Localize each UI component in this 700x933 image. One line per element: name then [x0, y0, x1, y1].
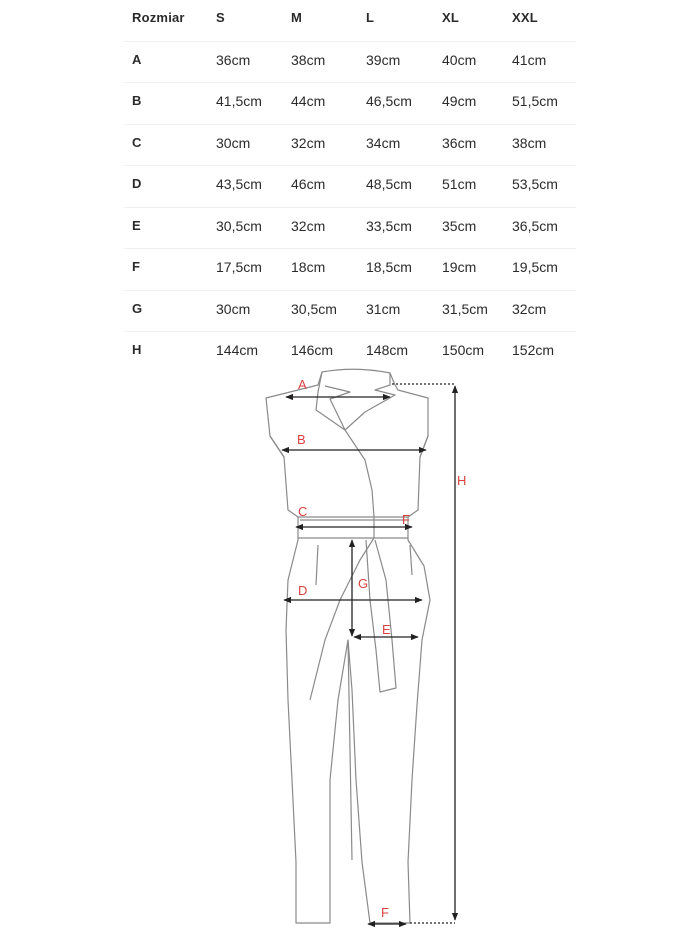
header-size-s: S	[216, 10, 225, 25]
header-size-l: L	[366, 10, 375, 25]
table-cell: 17,5cm	[216, 259, 262, 275]
table-cell: 19cm	[442, 259, 477, 275]
size-table	[124, 0, 576, 373]
table-cell: 30,5cm	[291, 300, 337, 317]
table-cell: 46,5cm	[366, 93, 412, 109]
measurement-arrows	[282, 386, 455, 924]
jumpsuit-measurement-diagram	[0, 350, 700, 933]
table-row	[124, 83, 576, 125]
label-d: D	[298, 583, 308, 598]
table-row	[124, 125, 576, 167]
table-cell: 51,5cm	[512, 93, 558, 109]
guide-lines	[392, 384, 455, 923]
row-label: D	[132, 176, 142, 191]
table-row	[124, 249, 576, 291]
table-cell: 53,5cm	[512, 176, 558, 192]
table-cell: 41cm	[512, 51, 547, 68]
table-cell: 36cm	[442, 134, 477, 151]
table-cell: 36cm	[216, 51, 251, 68]
table-cell: 36,5cm	[512, 217, 558, 234]
table-cell: 31cm	[366, 300, 401, 317]
label-f-bottom: F	[381, 905, 389, 920]
table-cell: 44cm	[291, 93, 326, 109]
table-cell: 148cm	[366, 342, 409, 358]
table-cell: 35cm	[442, 217, 477, 234]
table-cell: 40cm	[442, 51, 477, 68]
jumpsuit-outline	[266, 369, 430, 923]
table-cell: 41,5cm	[216, 93, 262, 109]
table-cell: 51cm	[442, 176, 477, 192]
table-cell: 152cm	[512, 342, 555, 358]
label-f-waist: F	[402, 512, 410, 527]
table-cell: 150cm	[442, 342, 485, 358]
label-b: B	[297, 432, 306, 447]
header-size-xl: XL	[442, 10, 460, 25]
label-g: G	[358, 576, 369, 591]
table-cell: 30cm	[216, 300, 251, 317]
table-cell: 30cm	[216, 134, 251, 151]
header-rozmiar: Rozmiar	[132, 10, 185, 25]
table-cell: 34cm	[366, 134, 401, 151]
row-label: E	[132, 217, 141, 233]
table-cell: 32cm	[291, 217, 326, 234]
table-cell: 18cm	[291, 259, 326, 275]
row-label: G	[132, 300, 143, 316]
table-header-row	[124, 0, 576, 42]
table-cell: 49cm	[442, 93, 477, 109]
table-cell: 30,5cm	[216, 217, 262, 234]
label-e: E	[382, 622, 391, 637]
table-cell: 18,5cm	[366, 259, 412, 275]
table-cell: 31,5cm	[442, 300, 488, 317]
header-size-xxl: XXL	[512, 10, 538, 25]
table-cell: 38cm	[512, 134, 547, 151]
table-cell: 46cm	[291, 176, 326, 192]
table-cell: 48,5cm	[366, 176, 412, 192]
table-cell: 43,5cm	[216, 176, 262, 192]
table-row	[124, 166, 576, 208]
table-row	[124, 42, 576, 84]
table-row	[124, 291, 576, 333]
row-label: F	[132, 259, 140, 274]
table-cell: 32cm	[291, 134, 326, 151]
header-size-m: M	[291, 10, 303, 25]
label-a: A	[298, 377, 307, 392]
table-cell: 144cm	[216, 342, 259, 358]
table-cell: 38cm	[291, 51, 326, 68]
table-cell: 146cm	[291, 342, 334, 358]
table-cell: 39cm	[366, 51, 401, 68]
row-label: H	[132, 342, 142, 357]
label-h: H	[457, 473, 467, 488]
row-label: A	[132, 51, 142, 67]
table-row	[124, 208, 576, 250]
table-cell: 33,5cm	[366, 217, 412, 234]
label-c: C	[298, 504, 308, 519]
row-label: B	[132, 93, 142, 108]
table-cell: 32cm	[512, 300, 547, 317]
table-cell: 19,5cm	[512, 259, 558, 275]
row-label: C	[132, 134, 142, 150]
